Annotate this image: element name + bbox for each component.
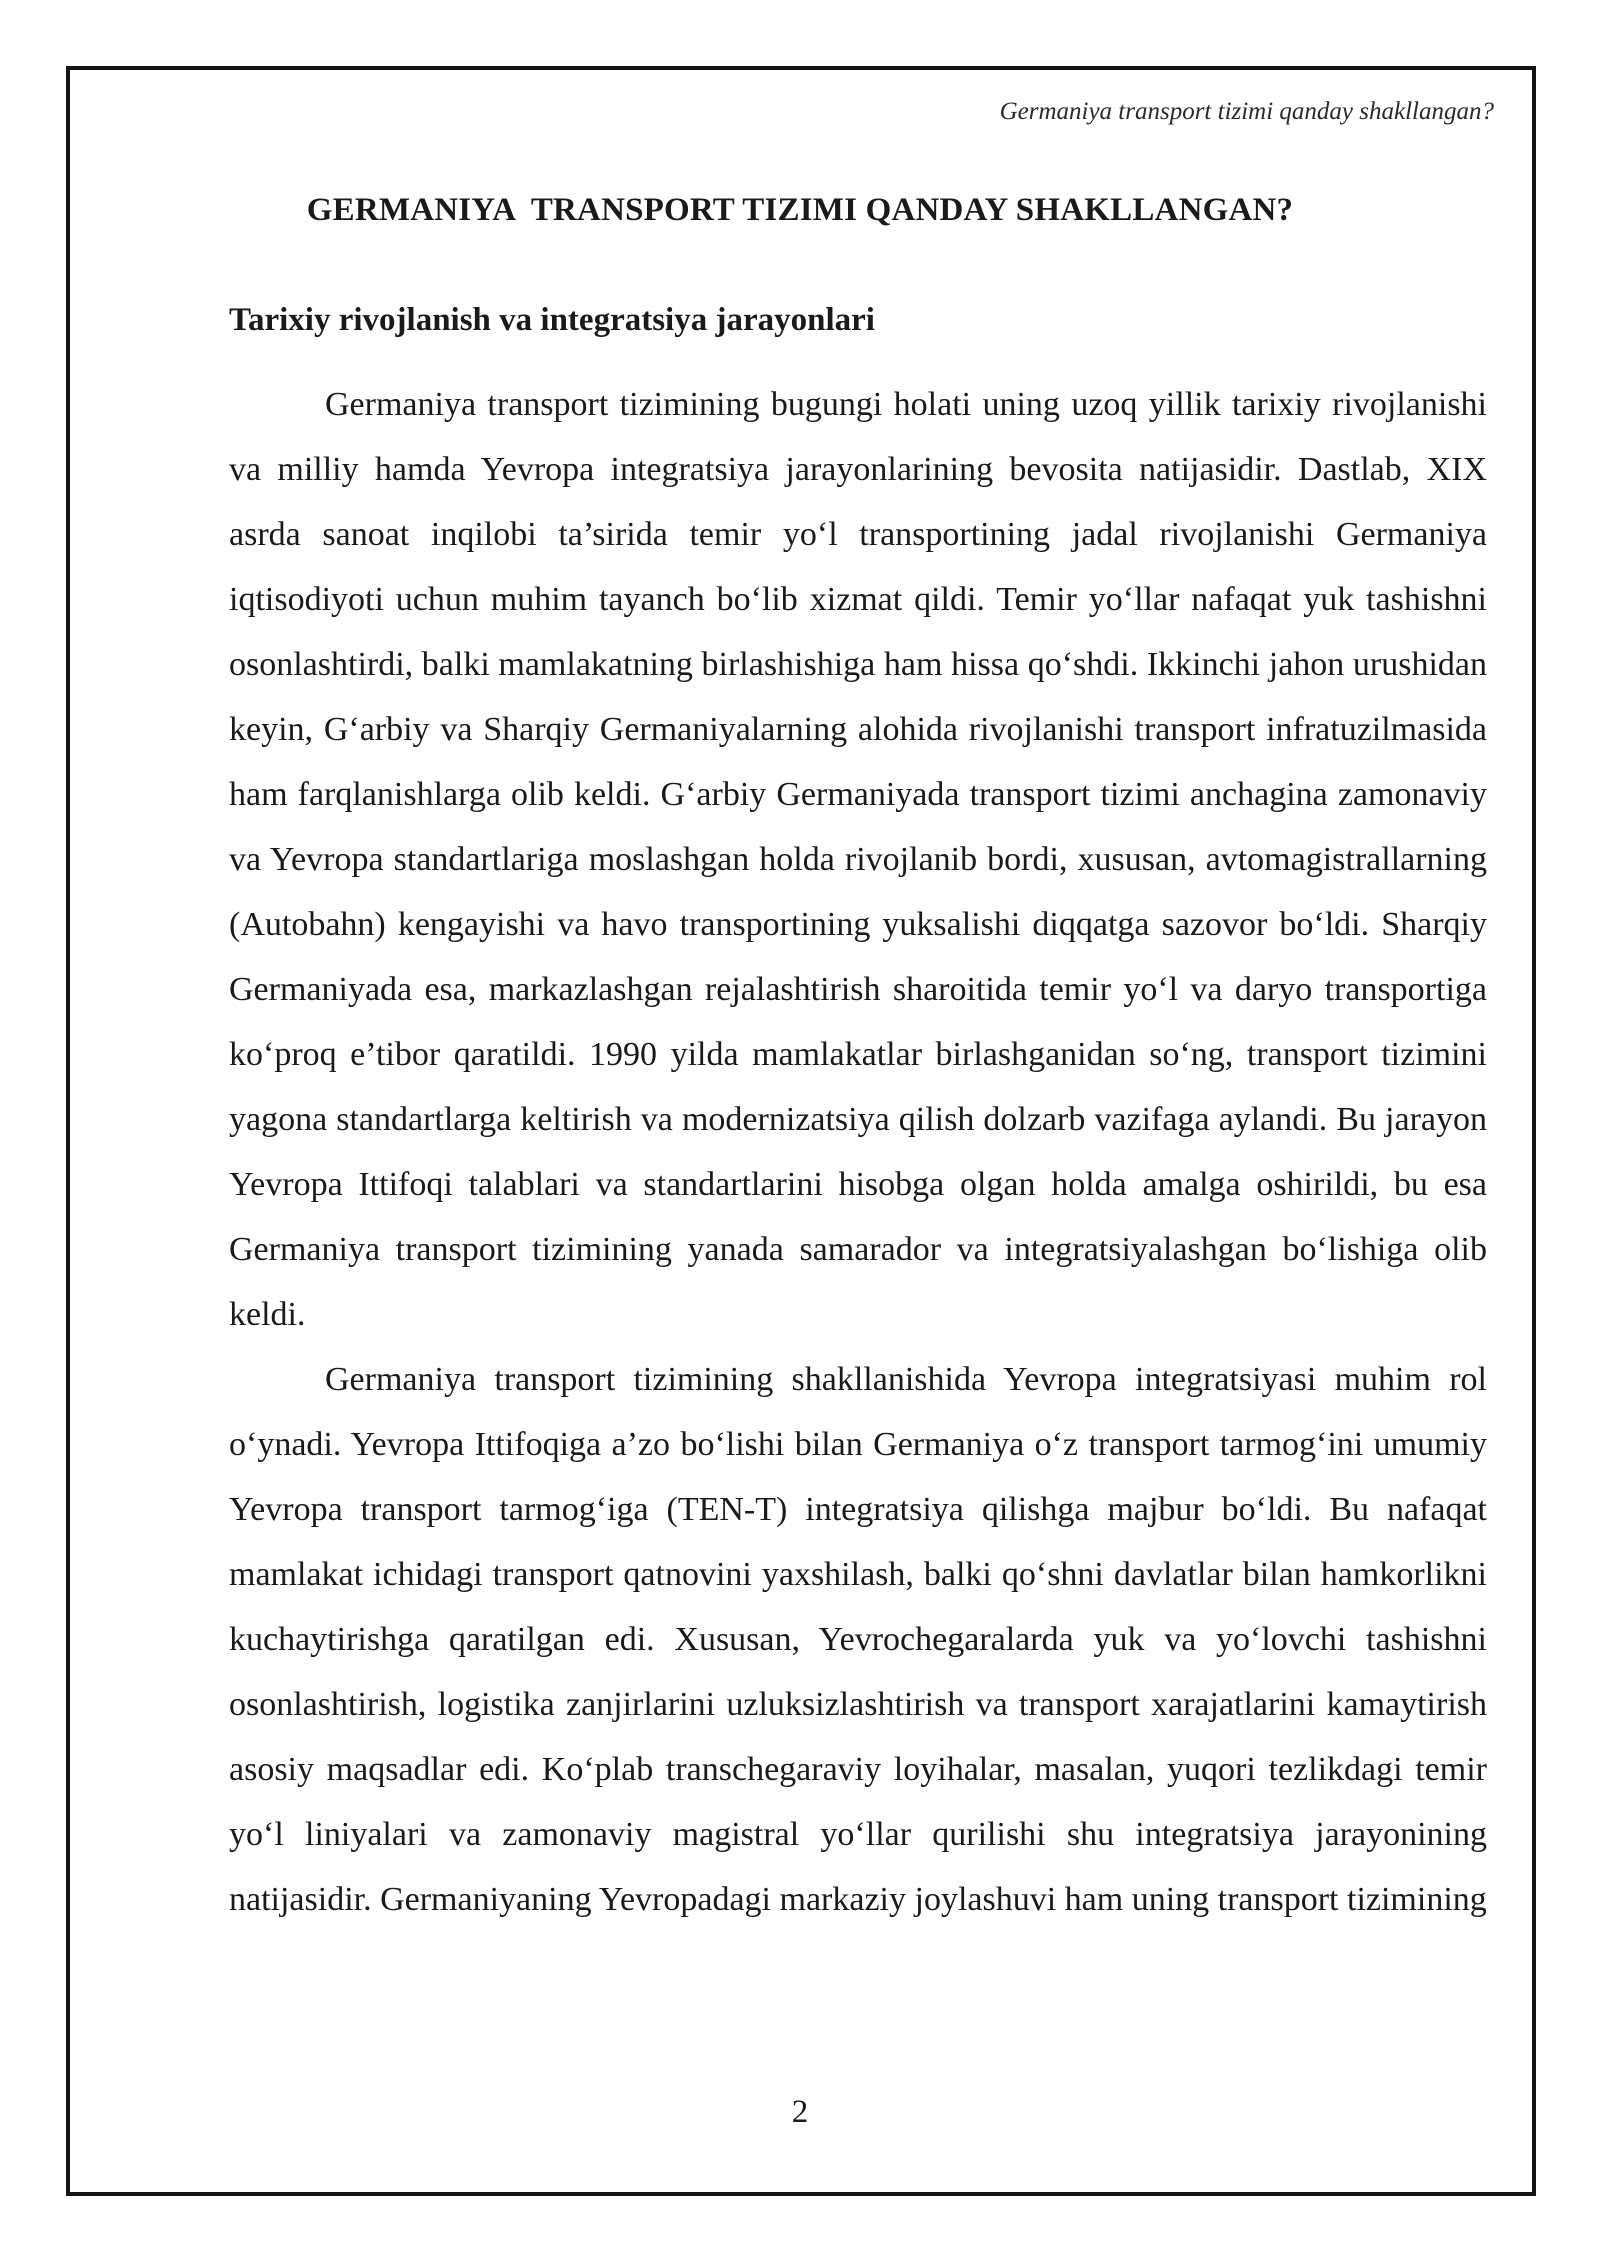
page-number: 2	[791, 2094, 809, 2130]
paragraph: Germaniya transport tizimining shakllanishida Yevropa integratsiyasi muhim rol oʻynadi. Yevropa Ittifoqiga a’zo boʻlishi bilan Germaniya oʻz transport tarmogʻini umumiy Yevropa transport tarmogʻiga (TEN-T) integratsiya qilishga majbur boʻldi. Bu nafaqat mamlakat ichidagi transport qatnovini yaxshilash, balki qoʻshni davlatlar bilan hamkorlikni kuchaytirishga qaratilgan edi. Xususan, Yevrochegaralarda yuk va yoʻlovchi tashishni osonlashtirish, logistika zanjirlarini uzluksizlashtirish va transport xarajatlarini kamaytirish asosiy maqsadlar edi. Koʻplab transchegaraviy loyihalar, masalan, yuqori tezlikdagi temir yoʻl liniyalari va zamonaviy magistral yoʻllar qurilishi shu integratsiya jarayonining natijasidir. Germaniyaning Yevropadagi markaziy joylashuvi ham uning transport tizimining	[229, 1361, 1487, 1918]
document-title: GERMANIYA TRANSPORT TIZIMI QANDAY SHAKLLANGAN?	[306, 192, 1294, 228]
running-header: Germaniya transport tizimi qanday shakllangan?	[999, 98, 1494, 125]
body-text	[229, 372, 1487, 1932]
paragraph: Germaniya transport tizimining bugungi holati uning uzoq yillik tarixiy rivojlanishi va milliy hamda Yevropa integratsiya jarayonlarining bevosita natijasidir. Dastlab, XIX asrda sanoat inqilobi ta’sirida temir yoʻl transportining jadal rivojlanishi Germaniya iqtisodiyoti uchun muhim tayanch boʻlib xizmat qildi. Temir yoʻllar nafaqat yuk tashishni osonlashtirdi, balki mamlakatning birlashishiga ham hissa qoʻshdi. Ikkinchi jahon urushidan keyin, Gʻarbiy va Sharqiy Germaniyalarning alohida rivojlanishi transport infratuzilmasida ham farqlanishlarga olib keldi. Gʻarbiy Germaniyada transport tizimi anchagina zamonaviy va Yevropa standartlariga moslashgan holda rivojlanib bordi, xususan, avtomagistrallarning (Autobahn) kengayishi va havo transportining yuksalishi diqqatga sazovor boʻldi. Sharqiy Germaniyada esa, markazlashgan rejalashtirish sharoitida temir yoʻl va daryo transportiga koʻproq e’tibor qaratildi. 1990 yilda mamlakatlar birlashganidan soʻng, transport tizimini yagona standartlarga keltirish va modernizatsiya qilish dolzarb vazifaga aylandi. Bu jarayon Yevropa Ittifoqi talablari va standartlarini hisobga olgan holda amalga oshirildi, bu esa Germaniya transport tizimining yanada samarador va integratsiyalashgan boʻlishiga olib keldi.	[229, 386, 1487, 1333]
section-heading: Tarixiy rivojlanish va integratsiya jarayonlari	[229, 302, 875, 338]
